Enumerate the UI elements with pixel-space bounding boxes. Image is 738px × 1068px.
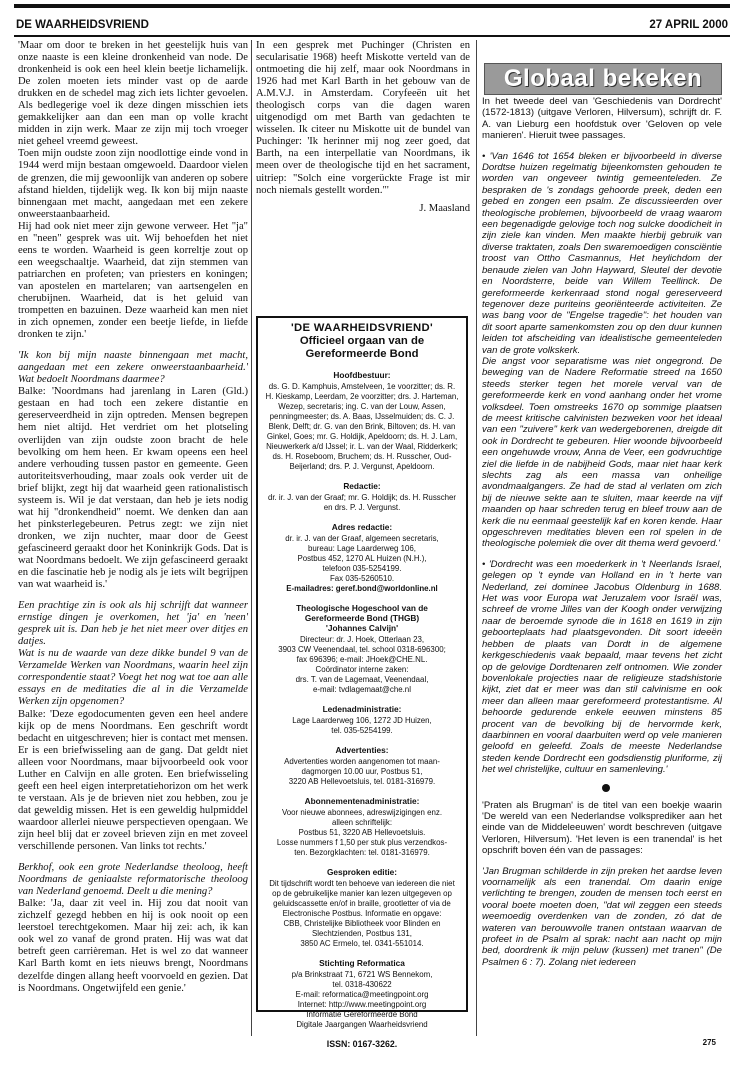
quoted-passage: Die angst voor separatisme was niet ongegrond. De beweging van de Nadere Reformatie streed na 1650 steeds sterker tegen het morele verval van de gereformeerde kerk en vond aanhang onder het vrome volksdeel. Toen omstreeks 1670 op sommige plaatsen de meest kritische calvinisten bezweken voor het ideaal van een "zuivere" kerk van wedergeborenen, dreigde dit ook in Dordrecht te gebeuren. Hier woonde bijvoorbeeld een ongehuwde vrouw, Anna de Veer, een godvruchtige ziel die liefde in de nabijheid Gods, maar niet haar kerk slechts zag als een massa van onheilige avondmaalgangers. Ze had de stad al verlaten om zich bij de nieuwe sekte aan te sluiten, maar keerde na vijf maanden op haar schreden terug en bleef trouw aan de kerk die nu eenmaal geestelijk kaf en koren kende. Haar opgeschreven meditaties bleven een rol spelen in de theologische polemiek die over dit thema werd gevoerd.' <box>482 355 722 550</box>
address-line: Lage Laarderweg 106, 1272 JD Huizen, <box>292 716 432 725</box>
address-line: Coördinator interne zaken: <box>315 665 409 674</box>
address-line: bureau: Lage Laarderweg 106, <box>308 544 416 553</box>
section-banner: Globaal bekeken <box>484 63 722 95</box>
publication-name: DE WAARHEIDSVRIEND <box>16 19 149 31</box>
address-line: p/a Brinkstraat 71, 6721 WS Bennekom, <box>291 970 433 979</box>
editorial-section <box>264 481 460 513</box>
quoted-passage: • 'Van 1646 tot 1654 bleken er bijvoorbeeld in diverse Dordtse huizen regelmatig bijeenkomsten gehouden te worden van ongeveer twintig gemeenteleden. Ze bespraken de 's zondags gehoorde preek, deden een gebed en zongen een psalm. Ze discussieerden over theologische problemen, bijvoorbeeld de vraag waarom een begenadigde gelovige toch nog sulcke doodicheit in zijn ziele kan vinden. Men maakte hierbij gebruik van diverse traktaten, zoals Den swaremoedigen consciëntie troost van Ottho Casmannus, Het heylichdom der benaude zielen van John Hayward, Sleutel der devotie en Noordsterre, beide van Willem Teellinck. De gereformeerde kerkenraad stond nogal gereserveerd tegenover deze puriteins georiënteerde activiteiten. Ze was bang voor de "Engelse tragedie": het houden van dit soort aparte samenkomsten zou op den duur kunnen leiden tot afscheiding van idealistische gemeenteleden van de grote volkskerk. <box>482 150 722 356</box>
interview-answer: Balke: 'Ja, daar zit veel in. Hij zou dat nooit van zichzelf gezegd hebben en hij is ook nooit op een leerstoel terechtgekomen. Maar hij zei: ach, ik kan ook wel zo vanaf de grond praten. Hij was wat dat betreft geen carrièreman. Het is wel zo dat wanneer Karl Barth komt en iets nieuws brengt, Noordmans dezelfde dingen allang heeft voorvoeld en gezien. Dat is Noordmans. Ongetwijfeld een genie.' <box>18 898 248 994</box>
address-line: Losse nummers f 1,50 per stuk plus verzendkos- <box>276 838 448 847</box>
article-paragraph: In een gesprek met Puchinger (Christen en secularisatie 1968) heeft Miskotte verteld van de ontmoeting die hij zelf, maar ook Noordmans in 1926 had met Karl Barth in het gebouw van de A.M.V.J. in Amsterdam. Coryfeeën uit het theologisch corps van die dagen waren uitgenodigd om met Barth van gedachten te wisselen. Ik citeer nu Miskotte uit de bundel van Puchinger: 'Ik herinner mij nog zeer goed, dat Barth, na een interpellatie van Noordmans, ik meen over de theologische tijd en het sacrament, uitriep: "Solch eine vorgerückte Frage ist mir noch niemals gestellt worden."' <box>256 40 470 196</box>
intro-paragraph: 'Praten als Brugman' is de titel van een boekje waarin 'De wereld van een Nederlandse volksprediker aan het einde van de Middeleeuwen' wordt beschreven (uitgave Verloren, Hilversum). 'Het leven is een tranendal' is het opschrift boven één van de passages: <box>482 799 722 857</box>
address-line: Fax 035-5260510. <box>329 574 395 583</box>
advertising-section <box>264 745 460 787</box>
address-line: ten. Bezorgklachten: tel. 0181-316979. <box>294 848 430 857</box>
quoted-passage: • 'Dordrecht was een moederkerk in 't Neerlands Israel, gelegen op 't eynde van Holland en in 't herte van Nederland, zei dominee Jacobus Oldenburg in 1688. Het was voor Europa wat Jeruzalem voor Israël was, schreef de vrome Jilles van der Koogh onder verwijzing naar de beroemde synode die in 1618 en 1619 in zijn geboorteplaats had plaatsgevonden. Dit soort ideeën hebben de plaats van Dordt in de algemene kerkgeschiedenis vaak bepaald, maar tevens het zicht op de gelovige Dordtenaren zelf ontnomen. Wie zonder bovenlokale projecties naar de religieuze stadshistorie kijkt, ziet dat er meer was dan stil calvinisme en ook meer dan alleen maar gereformeerd protestantisme. Al behoorde gedurende enkele eeuwen minstens 85 procent van de bevolking bij de hervormde kerk, daarbinnen en vooral daarbuiten werd op vele manieren geloofd en geleefd. Zoals de meeste Nederlandse steden kende Dordrecht een godsdienstig pluriforme, zij het wel christelijke, cultuur en samenleving.' <box>482 558 722 776</box>
editorial-address-section <box>264 522 460 594</box>
quote-paragraph: Hij had ook niet meer zijn gewone verweer. Het "ja" en "neen" gesprek was uit. Wij behoefden het niet eens te worden. Waarheid is geen korreltje zout op een weegschaaltje. Waarheid, dat zijn stemmen van patriarchen en profeten; van priesters en koningen; van apostelen en martelaren; van aartsengelen en cherubijnen. Waarheid, dat is het geluid van trompetten en bazuinen. Deze waarheid kan men niet in zich opnemen, zonder een beetje liefde, in liefde dronken te zijn.' <box>18 220 248 341</box>
column-right <box>482 96 722 968</box>
spoken-edition-section <box>264 867 460 949</box>
section-heading: Gesproken editie: <box>326 867 398 877</box>
section-text: dr. ir. J. van der Graaf; mr. G. Holdijk; ds. H. Russcher en drs. P. J. Vergunst. <box>267 493 457 512</box>
column-left <box>18 40 248 995</box>
seminary-section <box>264 603 460 695</box>
quote-paragraph: 'Maar om door te breken in het geestelijk huis van onze naaste is een kleine dronkenheid van node. De dronkenheid is ook een heel klein beetje lichamelijk. De zolen moeten iets minder vast op de aarde drukken en de schedel mag zich iets lichter gevoelen. Als bedlegerige voel ik deze dingen misschien iets gemakkelijker aan dan een man op volle kracht midden in zijn werk. Maar ze zijn mij toch vroeger niet geheel vreemd geweest. <box>18 40 248 148</box>
quote-paragraph: Toen mijn oudste zoon zijn noodlottige einde vond in 1944 werd mijn bestaan omgewoeld. Daardoor vielen de grenzen, die mij gewoonlijk van anderen op sobere afstand hielden, tijdelijk weg. Ik kon bij mijn naaste binnengaan met macht, aangedaan met een zekere onweerstaanbaarheid. <box>18 148 248 220</box>
address-line: e-mail: tvdlagemaat@che.nl <box>313 685 411 694</box>
column-divider <box>251 40 252 1036</box>
address-line: telefoon 035-5254199. <box>322 564 402 573</box>
colophon-box <box>256 316 468 1049</box>
board-section <box>264 370 460 472</box>
colophon-subtitle: Gereformeerde Bond <box>305 348 419 360</box>
address-line: 3850 AC Ermelo, tel. 0341-551014. <box>300 939 424 948</box>
column-divider <box>476 40 477 1036</box>
address-line: dr. ir. J. van der Graaf, algemeen secretaris, <box>285 534 439 543</box>
top-rule <box>14 4 730 8</box>
address-line: Postbus 51, 3220 AB Hellevoetsluis. <box>298 828 426 837</box>
interview-question: 'Ik kon bij mijn naaste binnengaan met macht, aangedaan met een zekere onweerstaanbaarheid.' Wat bedoelt Noordmans daarmee? <box>18 350 248 386</box>
column-middle <box>256 40 470 215</box>
section-heading: Adres redactie: <box>331 522 393 532</box>
interview-question: Berkhof, ook een grote Nederlandse theoloog, heeft Noordmans de geniaalste reformatorische theoloog van Nederland genoemd. Deelt u die mening? <box>18 862 248 898</box>
interview-question: Een prachtige zin is ook als hij schrijft dat wanneer ernstige dingen je overkomen, het 'ja' en 'neen' gesprek uit is. Dan heb je het niet meer over ditjes en datjes. Wat is nu de waarde van deze dikke bundel 9 van de Verzamelde Werken van Noordmans, waarin heel zijn correspondentie staat? Voegt het nog wat toe aan alle essays en de meditaties die al in die Verzamelde Werken zijn opgenomen? <box>18 600 248 708</box>
section-heading: 'Johannes Calvijn' <box>325 623 399 633</box>
reformatica-section <box>264 958 460 1030</box>
page-header <box>14 18 730 36</box>
section-text: Dit tijdschrift wordt ten behoeve van iedereen die niet op de gebruikelijke manier kan lezen uitgegeven op geluidscassette en/of in braille, grootletter of via de Electronische Postbus. Informatie en opgave: <box>269 879 455 918</box>
section-heading: Hoofdbestuur: <box>333 370 391 380</box>
issue-date: 27 APRIL 2000 <box>649 19 728 31</box>
address-line: dagmorgen 10.00 uur, Postbus 51, <box>301 767 423 776</box>
subscription-section <box>264 796 460 858</box>
address-line: 3220 AB Hellevoetsluis, tel. 0181-316979. <box>288 777 436 786</box>
address-line: Informatie Gereformeerde Bond <box>306 1010 418 1019</box>
colophon-subtitle: Officieel orgaan van de <box>299 335 425 347</box>
membership-section <box>264 704 460 736</box>
address-line: Advertenties worden aangenomen tot maan- <box>284 757 440 766</box>
address-line: Slechtzienden, Postbus 131, <box>311 929 413 938</box>
issn-number: ISSN: 0167-3262. <box>326 1039 398 1049</box>
section-heading: Gereformeerde Bond (THGB) <box>304 613 420 623</box>
interview-answer: Balke: 'Deze egodocumenten geven een heel andere kijk op de mens Noordmans. Een geschrift wordt bedacht en uitgeschreven; hier is contact met mensen. Er is een briefwisseling aan de gang. Dat geldt niet alleen voor Noordmans, maar bijvoorbeeld ook voor Luther en Calvijn en alle groten. Een briefwisseling geeft een heel eigen interpretatiehorizon om het werk te verstaan. Als je de brieven niet zou hebben, zou je dat geweldig missen. Het is een geweldig hulpmiddel waardoor allerlei nieuwe perspectieven opengaan. We zijn heel blij dat er zoveel brieven zijn en met zoveel verschillende personen. Van links tot rechts.' <box>18 708 248 853</box>
interview-answer: Balke: 'Noordmans had jarenlang in Laren (Gld.) gestaan en had toch een zekere distantie en gereserveerdheid in zijn optreden. Mensen begrepen hem niet altijd. Het verdriet om het plotseling overlijden van zijn oudste zoon bracht de hele bevolking om hem heen. Er kwam opeens een heel andere verhouding tussen pastor en gemeente. Geen autoriteitsverhouding, maar zoals ook verder uit de brief blijkt, zegt hij dat waarheid geen rationalistisch systeem is. Wil je dat verstaan, dan heb je iets nodig wat hij "dronkendheid" noemt. We denken dan aan het pinksterlegebeuren. Petrus zegt: we zijn niet dronken, we zijn nuchter, maar door de Geest gefascineerd geraakt door het Koninkrijk Gods. Dat is wat Noordmans bedoelt. We zijn gefascineerd geraakt en die fascinatie heb je nodig als je iets wilt begrijpen van wat waarheid is.' <box>18 386 248 591</box>
address-line: Postbus 452, 1270 AL Huizen (N.H.), <box>297 554 427 563</box>
address-line: 3903 CW Veenendaal, tel. school 0318-696300; <box>278 645 446 654</box>
section-text: ds. G. D. Kamphuis, Amstelveen, 1e voorzitter; ds. R. H. Kieskamp, Leerdam, 2e voorzitter; drs. J. Harteman, Wezep, secretaris; ing. C. van der Louw, Assen, penningmeester; ds. A. Baas, IJsselmuiden; ds. C. J. Blenk, Delft; dr. G. van den Brink, Biltoven; ds. H. van Ginkel, Goes; mr. G. Holdijk, Apeldoorn; ds. H. J. Lam, Nieuwerkerk a/d IJssel; ir. L. van der Waal, Ridderkerk; ds. H. Roseboom, Bruchem; ds. H. Russcher, Oud-Beijerland; drs. P. J. Vergunst, Apeldoorn. <box>265 382 459 471</box>
address-line: Digitale Jaargangen Waarheidsvriend <box>296 1020 428 1029</box>
section-heading: Theologische Hogeschool van de <box>296 603 428 613</box>
address-line: Directeur: dr. J. Hoek, Otterlaan 23, <box>299 635 425 644</box>
section-heading: Abonnementenadministratie: <box>304 796 420 806</box>
section-heading: Redactie: <box>343 481 381 491</box>
header-rule <box>14 35 730 37</box>
address-line: tel. 0318-430622 <box>332 980 392 989</box>
author-signature: J. Maasland <box>419 202 470 214</box>
website-line: Internet: http://www.meetingpoint.org <box>297 1000 427 1009</box>
email-line: E-mailadres: geref.bond@worldonline.nl <box>286 584 438 593</box>
quoted-passage: 'Jan Brugman schilderde in zijn preken het aardse leven voornamelijk als een tranendal. Om daarin enige verlichting te brengen, zouden de mensen toch eerst en vooral boete moeten doen, "dat wil zeggen een steeds weemoedig overdenken van de zonden, zó dat de wateren van berouwvolle tranen ontstaan waarvan de profeet in de Psalm al sprak: nacht aan nacht op mijn bed, doordrenk ik mijn peluw (kussen) met tranen" (De Psalmen 6 : 7). Zolang niet iedereen <box>482 865 722 968</box>
address-line: Voor nieuwe abonnees, adreswijzigingen enz. <box>281 808 443 817</box>
address-line: tel. 035-5254199. <box>331 726 393 735</box>
section-heading: Advertenties: <box>335 745 389 755</box>
address-line: alleen schriftelijk: <box>331 818 393 827</box>
separator-dot <box>602 784 610 792</box>
section-heading: Stichting Reformatica <box>319 958 405 968</box>
section-heading: Ledenadministratie: <box>322 704 402 714</box>
address-line: drs. T. van de Lagemaat, Veenendaal, <box>295 675 429 684</box>
intro-paragraph: In het tweede deel van 'Geschiedenis van Dordrecht' (1572-1813) (uitgave Verloren, Hilversum), schrijft dr. F. A. van Lieburg een hoofdstuk over 'Geloven op vele manieren'. Hieruit twee passages. <box>482 96 722 142</box>
email-line: E-mail: reformatica@meetingpoint.org <box>295 990 429 999</box>
address-line: CBB, Christelijke Bibliotheek voor Blinden en <box>283 919 441 928</box>
colophon-title: 'DE WAARHEIDSVRIEND' <box>291 322 433 334</box>
page-number: 275 <box>702 1038 716 1047</box>
address-line: fax 696396; e-mail: JHoek@CHE.NL. <box>296 655 428 664</box>
